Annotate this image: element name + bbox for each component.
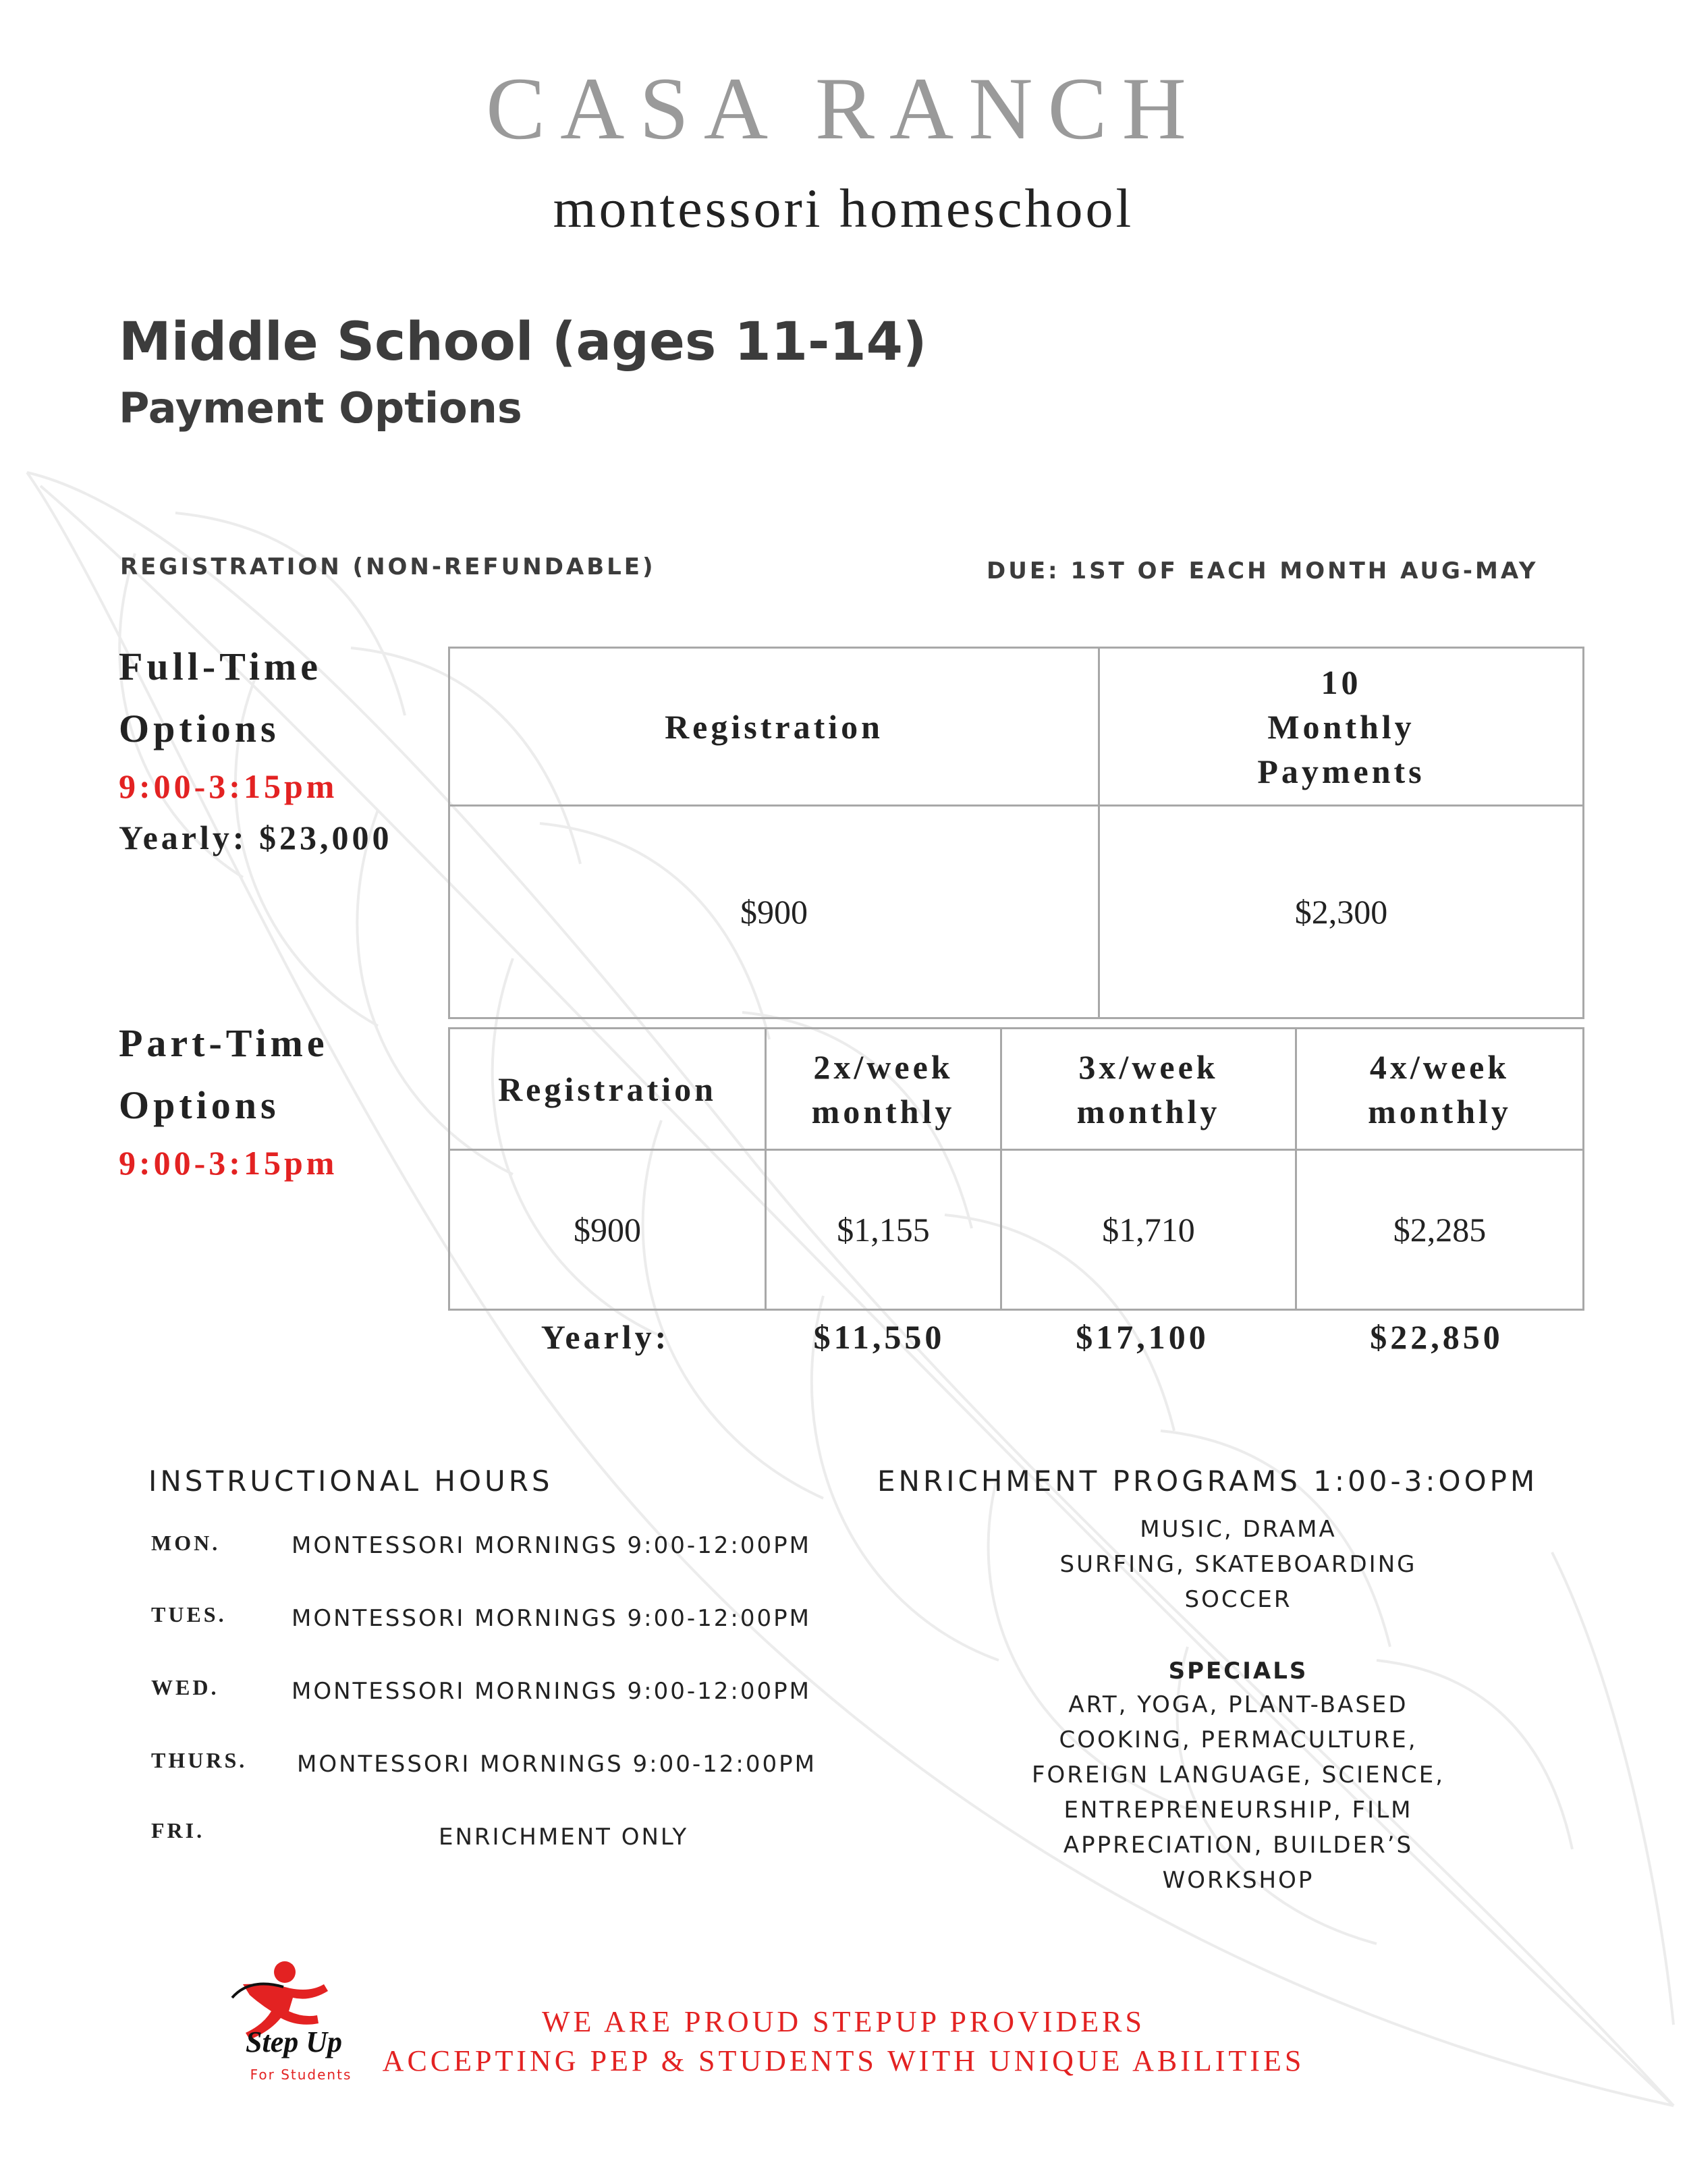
full-time-yearly: Yearly: $23,000 — [119, 819, 393, 856]
pt-value-3x — [1001, 1150, 1296, 1310]
ft-header-monthly — [1099, 648, 1584, 806]
ft-header-registration — [449, 648, 1099, 806]
ft-value-monthly-text: $2,300 — [1294, 893, 1388, 931]
brand-title: CASA RANCH — [486, 59, 1201, 158]
stepup-logo-name: Step Up — [246, 2025, 342, 2058]
specials-item: ART, YOGA, PLANT-BASED — [1068, 1691, 1408, 1718]
pt-header-4x — [1296, 1029, 1584, 1150]
pt-yearly-2x: $11,550 — [813, 1318, 945, 1356]
ft-value-registration-text: $900 — [740, 893, 808, 931]
full-time-table — [448, 647, 1584, 1019]
full-time-label-line2: Options — [119, 707, 280, 750]
footer-line1: WE ARE PROUD STEPUP PROVIDERS — [542, 2005, 1145, 2038]
footer-line2: ACCEPTING PEP & STUDENTS WITH UNIQUE ABILITIES — [382, 2044, 1305, 2077]
pt-yearly-label: Yearly: — [541, 1318, 670, 1356]
page-subtitle: Payment Options — [119, 383, 522, 433]
part-time-hours: 9:00-3:15pm — [119, 1144, 338, 1182]
specials-item: WORKSHOP — [1162, 1867, 1315, 1894]
day-fri: FRI. — [151, 1818, 205, 1842]
ft-header-monthly-line3: Payments — [1257, 752, 1425, 790]
pt-value-4x-text: $2,285 — [1393, 1211, 1487, 1249]
specials-list — [958, 1687, 1518, 1898]
pt-header-2x — [766, 1029, 1001, 1150]
pt-header-2x-line1: 2x/week — [813, 1047, 953, 1086]
day-mon: MON. — [151, 1531, 221, 1555]
part-time-label-line2: Options — [119, 1083, 280, 1127]
pt-value-registration — [449, 1150, 766, 1310]
ft-value-registration — [449, 806, 1099, 1018]
enrichment-item: SOCCER — [1184, 1586, 1292, 1613]
pt-header-registration — [449, 1029, 766, 1150]
specials-title: SPECIALS — [1168, 1658, 1308, 1685]
registration-note: REGISTRATION (NON-REFUNDABLE) — [120, 553, 656, 580]
instructional-hours-title: INSTRUCTIONAL HOURS — [148, 1465, 553, 1498]
part-time-table — [448, 1027, 1584, 1311]
schedule-wed: MONTESSORI MORNINGS 9:00-12:00PM — [292, 1678, 811, 1705]
pt-header-registration-line1: Registration — [498, 1070, 717, 1108]
schedule-tues: MONTESSORI MORNINGS 9:00-12:00PM — [292, 1605, 811, 1632]
pt-header-4x-line2: monthly — [1368, 1092, 1512, 1130]
pt-yearly-4x: $22,850 — [1370, 1318, 1503, 1356]
pt-header-3x — [1001, 1029, 1296, 1150]
brand-subtitle: montessori homeschool — [553, 178, 1134, 239]
enrichment-list — [958, 1512, 1518, 1617]
full-time-label-line1: Full-Time — [119, 645, 323, 688]
part-time-label — [119, 1012, 329, 1137]
specials-item: COOKING, PERMACULTURE, — [1059, 1726, 1418, 1753]
specials-item: APPRECIATION, BUILDER’S — [1063, 1832, 1414, 1859]
stepup-logo-tagline: For Students — [250, 2067, 352, 2083]
enrichment-item: SURFING, SKATEBOARDING — [1059, 1551, 1417, 1578]
full-time-label — [119, 636, 322, 760]
pt-header-2x-line2: monthly — [811, 1092, 956, 1130]
pt-value-2x-text: $1,155 — [837, 1211, 930, 1249]
ft-value-monthly — [1099, 806, 1584, 1018]
pt-header-3x-line2: monthly — [1076, 1092, 1221, 1130]
day-wed: WED. — [151, 1675, 219, 1699]
pt-yearly-3x: $17,100 — [1076, 1318, 1209, 1356]
schedule-fri: ENRICHMENT ONLY — [439, 1824, 689, 1851]
enrichment-item: MUSIC, DRAMA — [1140, 1516, 1337, 1543]
pt-value-2x — [766, 1150, 1001, 1310]
due-note: DUE: 1ST OF EACH MONTH AUG-MAY — [987, 557, 1539, 584]
specials-item: ENTREPRENEURSHIP, FILM — [1063, 1797, 1413, 1824]
full-time-hours: 9:00-3:15pm — [119, 767, 338, 805]
ft-header-monthly-line2: Monthly — [1267, 707, 1415, 746]
ft-header-monthly-line1: 10 — [1321, 663, 1362, 701]
day-thurs: THURS. — [151, 1748, 248, 1772]
part-time-label-line1: Part-Time — [119, 1021, 329, 1065]
pt-header-3x-line1: 3x/week — [1078, 1047, 1219, 1086]
day-tues: TUES. — [151, 1602, 227, 1627]
pt-header-4x-line1: 4x/week — [1369, 1047, 1510, 1086]
schedule-thurs: MONTESSORI MORNINGS 9:00-12:00PM — [297, 1751, 817, 1778]
pt-value-3x-text: $1,710 — [1102, 1211, 1195, 1249]
ft-header-registration-text: Registration — [665, 707, 883, 746]
enrichment-title: ENRICHMENT PROGRAMS 1:00-3:OOPM — [877, 1465, 1539, 1498]
pt-value-registration-text: $900 — [574, 1211, 641, 1249]
schedule-mon: MONTESSORI MORNINGS 9:00-12:00PM — [292, 1532, 811, 1559]
specials-item: FOREIGN LANGUAGE, SCIENCE, — [1031, 1762, 1445, 1789]
page-title: Middle School (ages 11-14) — [119, 312, 927, 373]
pt-value-4x — [1296, 1150, 1584, 1310]
